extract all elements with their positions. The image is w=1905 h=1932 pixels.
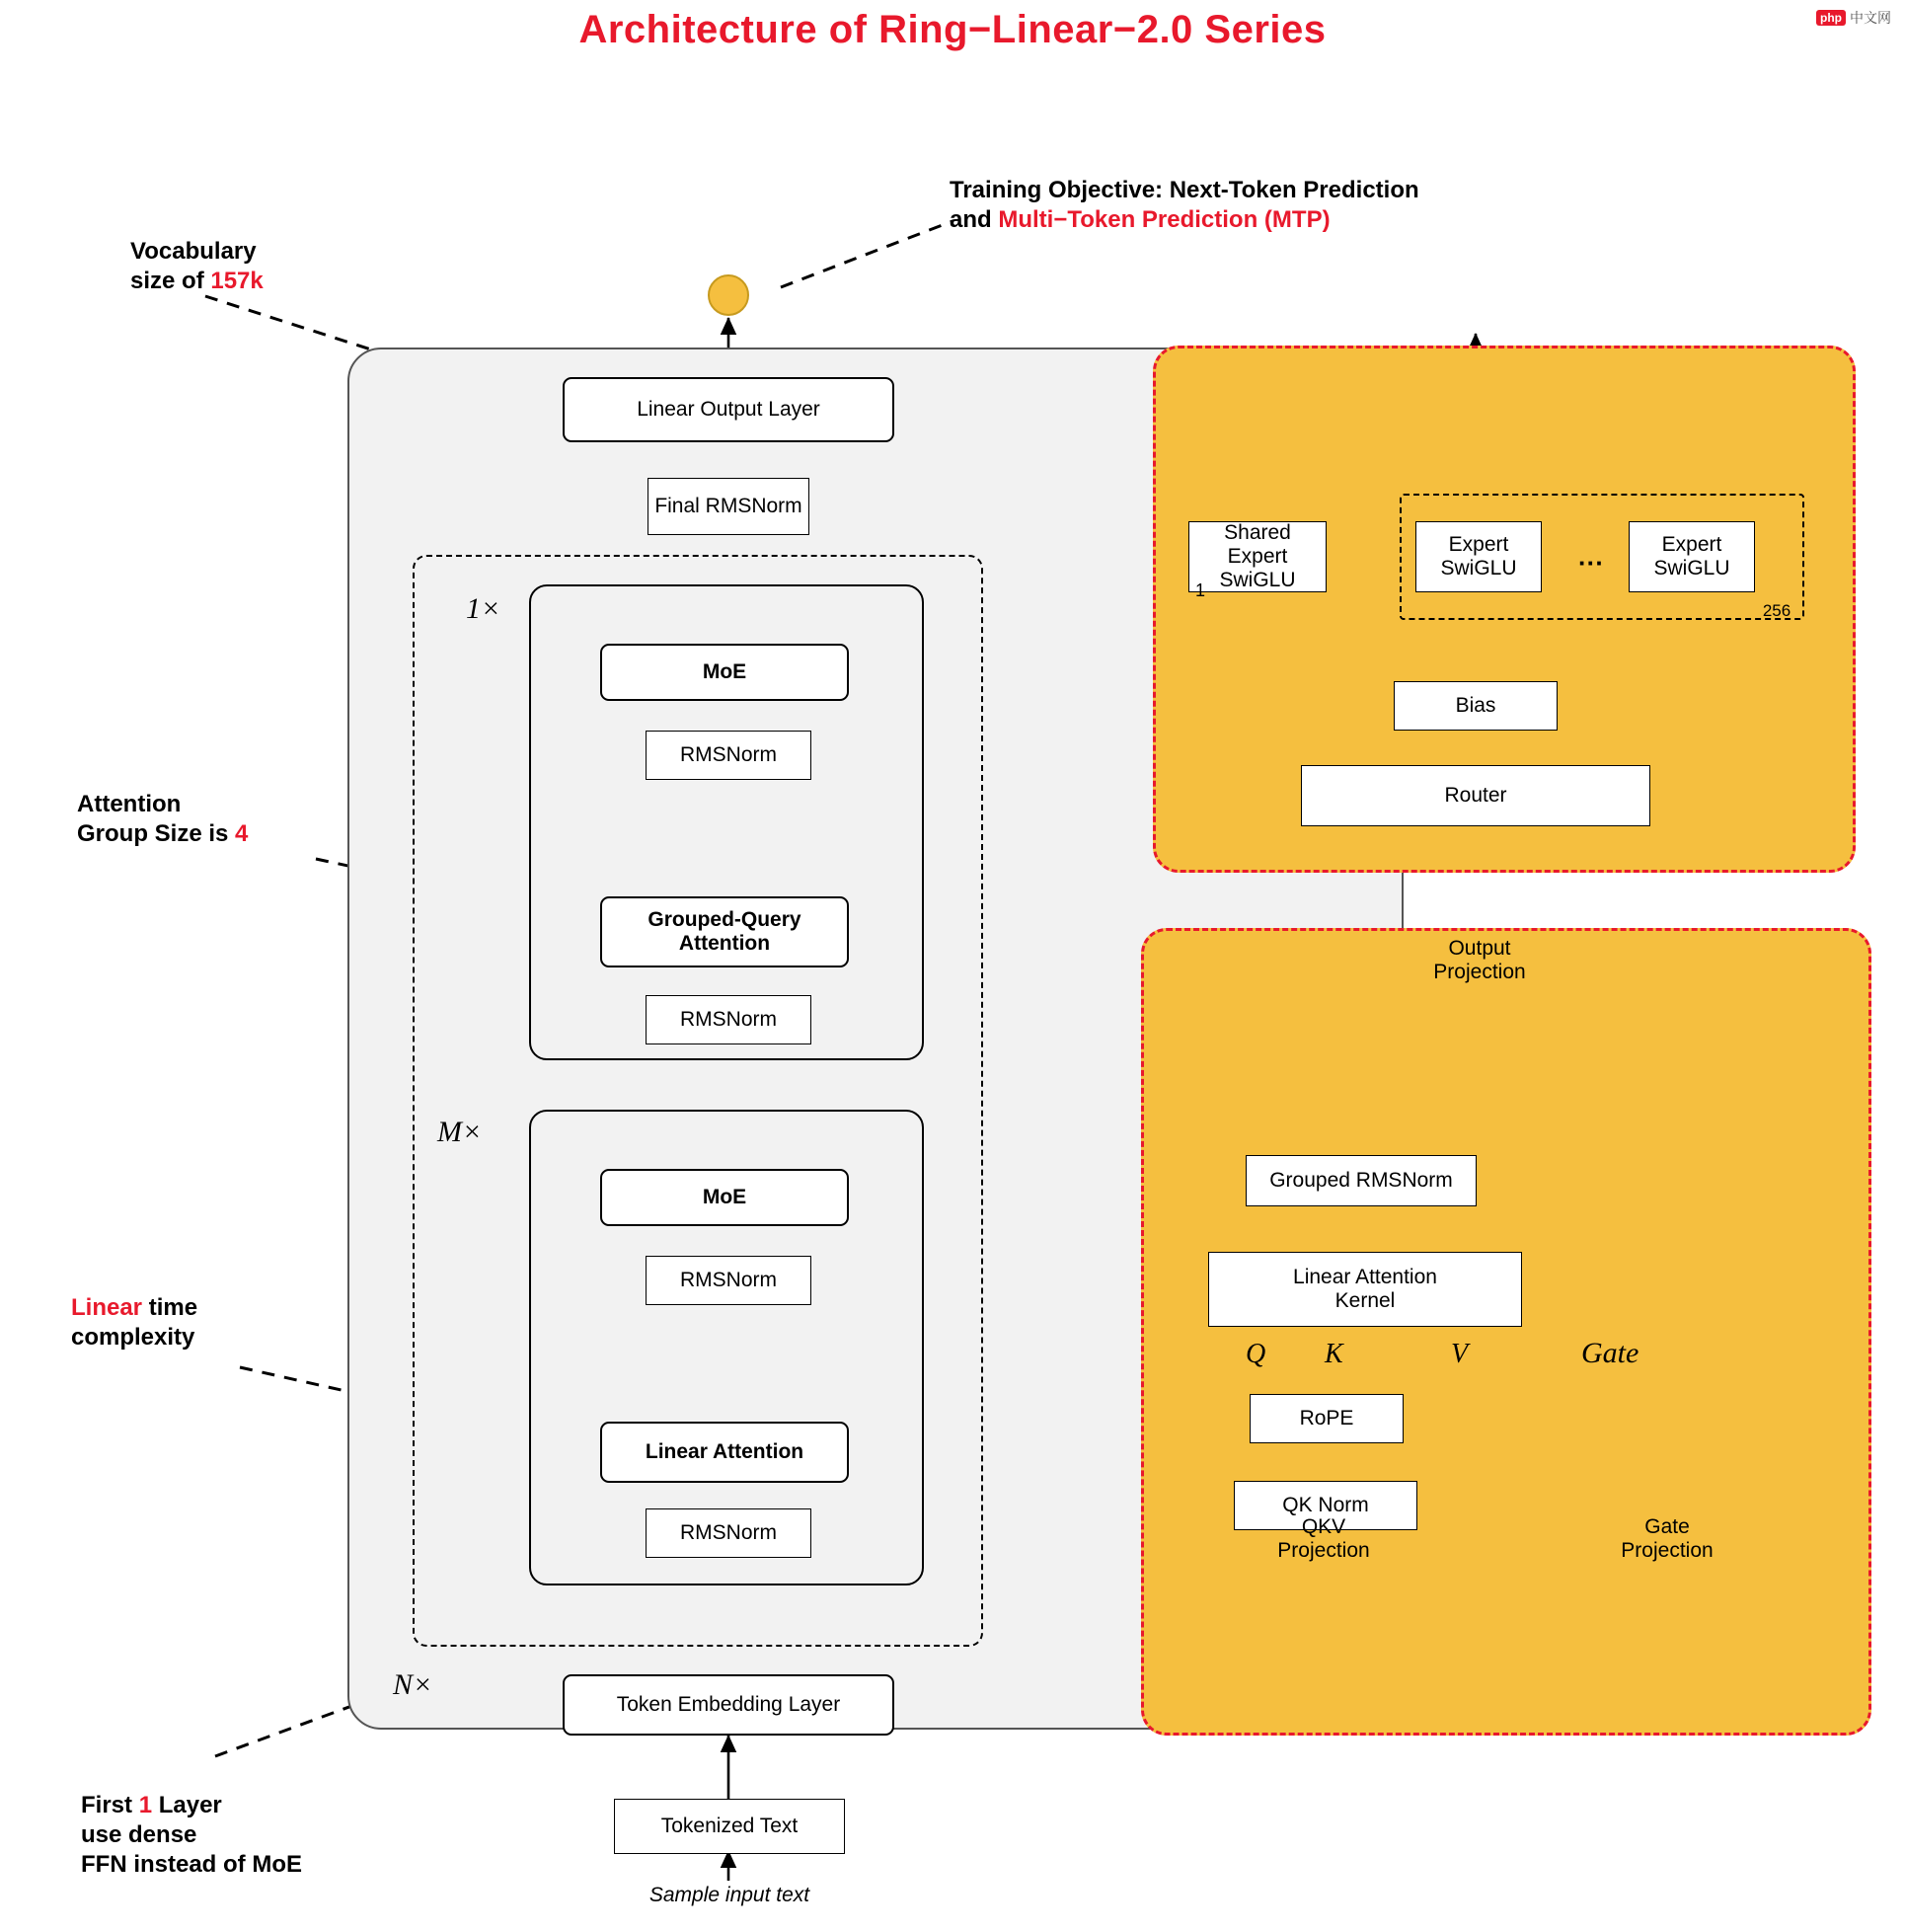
final-rmsnorm-node[interactable] (648, 478, 809, 535)
attention-group-line1: Attention (77, 791, 182, 817)
repeat-mx-label: M× (437, 1116, 483, 1148)
gate-projection-line2: Projection (1621, 1539, 1714, 1562)
moe-node-bottom[interactable] (600, 1169, 849, 1226)
rmsnorm-node-top-upper[interactable] (646, 731, 811, 780)
training-objective-line2-red: Multi−Token Prediction (MTP) (998, 206, 1331, 233)
tokenized-text-node[interactable] (614, 1799, 845, 1854)
gate-symbol: Gate (1581, 1337, 1639, 1369)
rmsnorm-node-bottom-lower[interactable] (646, 1508, 811, 1558)
output-projection-node[interactable] (1340, 932, 1619, 989)
vocabulary-line1: Vocabulary (130, 238, 257, 265)
output-projection-line2: Projection (1433, 961, 1526, 983)
training-objective-line2-prefix: and (950, 206, 999, 233)
token-embedding-layer-node[interactable] (563, 1674, 894, 1736)
linear-complexity-line2: complexity (71, 1324, 195, 1351)
first-layer-prefix: First (81, 1792, 139, 1818)
page-title: Architecture of Ring−Linear−2.0 Series (578, 8, 1327, 51)
vocabulary-line2-prefix: size of (130, 268, 211, 294)
expert-ellipsis: ··· (1578, 548, 1604, 578)
linear-attention-label: Linear Attention (645, 1439, 804, 1463)
linear-complexity-rest: time (142, 1294, 198, 1321)
rmsnorm-bottom-upper-label: RMSNorm (680, 1268, 777, 1291)
output-projection-line1: Output (1448, 936, 1511, 960)
moe-bottom-label: MoE (702, 1185, 747, 1208)
bias-node[interactable] (1394, 681, 1558, 731)
expert-first-line1: Expert (1448, 532, 1509, 556)
rope-node[interactable] (1250, 1394, 1404, 1443)
router-node[interactable] (1301, 765, 1650, 826)
q-symbol: Q (1246, 1339, 1266, 1369)
vocabulary-size-value: 157k (210, 268, 264, 294)
shared-expert-line2: SwiGLU (1219, 569, 1296, 592)
vocabulary-annotation (130, 237, 446, 296)
attention-group-line2-prefix: Group Size is (77, 820, 236, 847)
training-objective-annotation (950, 176, 1562, 235)
rmsnorm-node-top-lower[interactable] (646, 995, 811, 1044)
attention-group-annotation (77, 790, 403, 849)
repeat-nx-label: N× (393, 1668, 433, 1701)
first-layer-suffix: Layer (152, 1792, 222, 1818)
repeat-1x-label: 1× (466, 592, 501, 625)
gqa-label-line2: Attention (678, 932, 771, 955)
watermark-text: 中文网 (1850, 10, 1891, 26)
moe-node-top[interactable] (600, 644, 849, 701)
grouped-query-attention-node[interactable] (600, 896, 849, 967)
attention-group-size-value: 4 (235, 820, 249, 847)
watermark-badge: php (1816, 10, 1846, 26)
shared-expert-index-label: 1 (1194, 580, 1205, 600)
v-symbol: V (1451, 1339, 1469, 1369)
first-layer-line3: FFN instead of MoE (81, 1851, 302, 1878)
expert-count-label: 256 (1762, 601, 1791, 620)
router-label: Router (1444, 783, 1507, 807)
expert-last-line1: Expert (1661, 532, 1722, 556)
kernel-line2: Kernel (1334, 1289, 1396, 1312)
rope-label: RoPE (1299, 1406, 1354, 1430)
grouped-rmsnorm-label: Grouped RMSNorm (1269, 1168, 1453, 1192)
sample-input-text-caption: Sample input text (648, 1884, 810, 1906)
k-symbol: K (1325, 1339, 1343, 1369)
rmsnorm-bottom-lower-label: RMSNorm (680, 1520, 777, 1544)
linear-output-layer-label: Linear Output Layer (637, 397, 820, 421)
linear-output-layer-node[interactable] (563, 377, 894, 442)
linear-attention-kernel-node[interactable] (1208, 1252, 1522, 1327)
kernel-line1: Linear Attention (1293, 1265, 1437, 1288)
first-layer-annotation (81, 1791, 476, 1880)
linear-complexity-red: Linear (71, 1294, 143, 1321)
bias-label: Bias (1455, 693, 1496, 717)
expert-node-last[interactable] (1629, 521, 1755, 592)
linear-complexity-annotation (71, 1293, 367, 1352)
expert-first-line2: SwiGLU (1440, 557, 1517, 580)
moe-top-label: MoE (702, 659, 747, 683)
shared-expert-line1: Shared Expert (1224, 520, 1291, 568)
rmsnorm-node-bottom-upper[interactable] (646, 1256, 811, 1305)
qkv-projection-line2: Projection (1277, 1539, 1370, 1562)
grouped-rmsnorm-node[interactable] (1246, 1155, 1477, 1206)
token-embedding-label: Token Embedding Layer (616, 1692, 841, 1716)
first-layer-line2: use dense (81, 1821, 197, 1848)
gqa-label-line1: Grouped-Query (648, 907, 801, 931)
gate-projection-line1: Gate (1644, 1514, 1690, 1538)
gate-projection-node[interactable] (1601, 1510, 1733, 1568)
rmsnorm-top-upper-label: RMSNorm (680, 742, 777, 766)
rmsnorm-top-lower-label: RMSNorm (680, 1007, 777, 1031)
qkv-projection-line1: QKV (1301, 1514, 1346, 1538)
first-layer-count: 1 (138, 1792, 153, 1818)
final-rmsnorm-label: Final RMSNorm (654, 494, 802, 517)
expert-node-first[interactable] (1415, 521, 1542, 592)
expert-last-line2: SwiGLU (1653, 557, 1730, 580)
linear-attention-node[interactable] (600, 1422, 849, 1483)
linear-attention-detail-panel (1141, 928, 1871, 1736)
training-objective-line1: Training Objective: Next-Token Prediction (950, 177, 1419, 203)
qk-norm-label: QK Norm (1282, 1493, 1369, 1516)
qkv-projection-node[interactable] (1256, 1510, 1392, 1568)
tokenized-text-label: Tokenized Text (660, 1814, 799, 1837)
